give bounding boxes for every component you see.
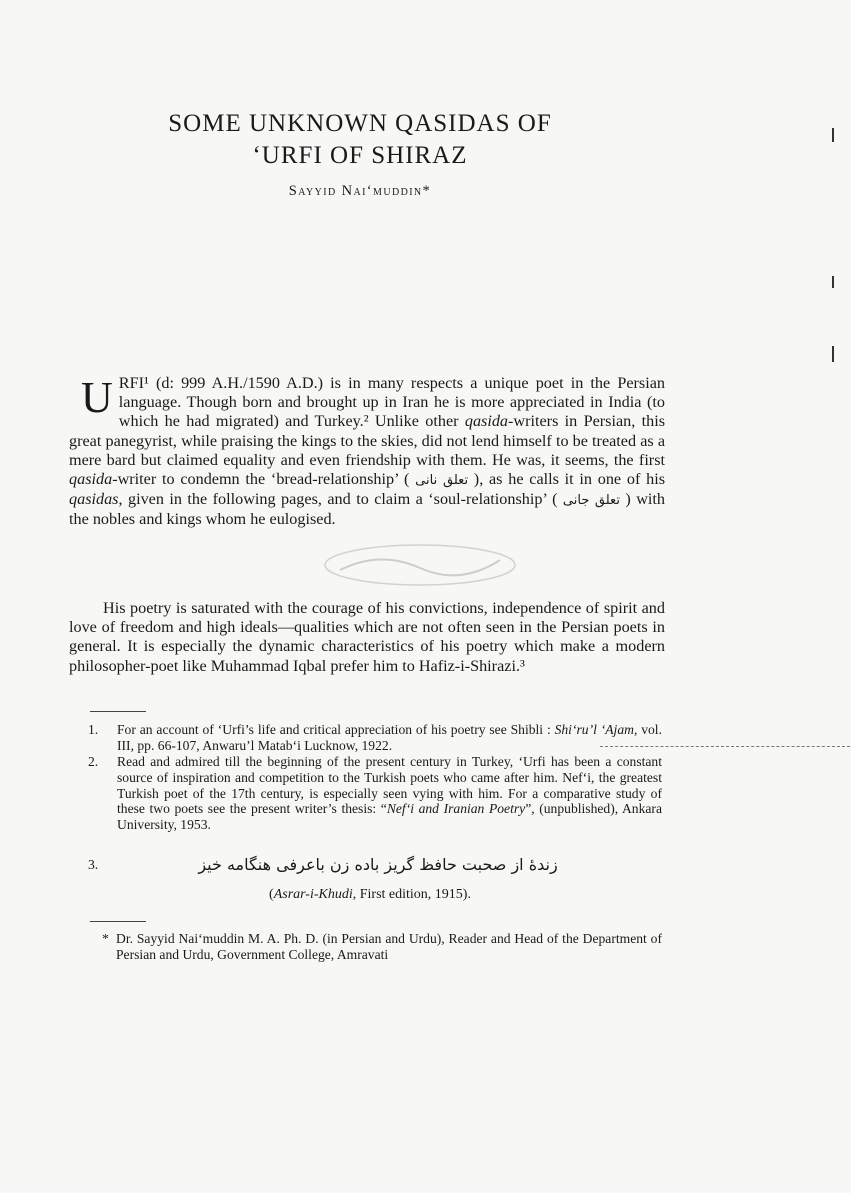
fn2-text-b: ”, (unpublished), Ankara University, 1953. <box>117 801 662 833</box>
persian-soul-relationship: تعلق جانی <box>562 493 620 509</box>
p1-text-a: RFI¹ (d: 999 A.H./1590 A.D.) is in many respects a unique poet in the Persian language. Though born and brought up in Iran he is more appreciated in India (to which he had migrated) and Turkey.² Unlike other <box>118 374 665 431</box>
author-note-mark: * <box>102 931 109 946</box>
p1-text-c: -writer to condemn the ‘bread-relationship’ ( <box>112 470 416 489</box>
footnote-1-number: 1. <box>88 722 99 737</box>
title-line-2: ‘URFI OF SHIRAZ <box>252 142 468 169</box>
footnote-1 <box>88 722 662 754</box>
footnote-3-citation <box>200 887 540 903</box>
author-note-text: Dr. Sayyid Nai‘muddin M. A. Ph. D. (in Persian and Urdu), Reader and Head of the Department of Persian and Urdu, Government College, Amravati <box>116 931 662 962</box>
footnote-rule <box>90 711 146 712</box>
fn2-em: Nef‘i and Iranian Poetry <box>386 801 526 817</box>
cite-open: ( <box>269 887 274 902</box>
scan-mark <box>832 346 834 362</box>
fn1-text-a: For an account of ‘Urfi’s life and critical appreciation of his poetry see Shibli : <box>117 722 555 737</box>
footnote-2-number: 2. <box>88 754 99 769</box>
footnote-2-text <box>117 754 662 833</box>
scan-mark <box>832 276 834 288</box>
fn1-text-b: , vol. III, pp. 66-107, Anwaru’l Matab‘i Lucknow, 1922. <box>117 722 662 753</box>
author-note-rule <box>90 921 146 922</box>
drop-cap: U <box>81 373 113 422</box>
scan-line <box>600 746 850 747</box>
p1-text-b: -writers in Persian, this great panegyrist, while praising the kings to the skies, did not lend himself to be treated as a mere bard but claimed equality and even friendship with them. He was, it seems, the first <box>69 412 665 469</box>
cite-title: Asrar-i-Khudi <box>273 887 353 902</box>
p1-text-e: , given in the following pages, and to claim a ‘soul-relationship’ ( <box>118 490 563 509</box>
p1-text-f: ) with the nobles and kings whom he eulogised. <box>69 490 665 529</box>
scan-mark <box>832 128 834 142</box>
paragraph-1 <box>69 374 665 530</box>
author-note <box>102 931 662 963</box>
article-title <box>150 108 570 172</box>
author-byline: Sayyid Nai‘muddin* <box>288 183 432 199</box>
footnote-1-text <box>117 722 662 754</box>
p1-em-c: qasidas <box>69 490 119 509</box>
fn1-em: Shi‘ru’l ‘Ajam <box>554 722 634 737</box>
p1-em-b: qasida <box>69 470 113 489</box>
p1-text-d: ), as he calls it in one of his <box>468 470 665 489</box>
fn2-text-a: Read and admired till the beginning of the present century in Turkey, ‘Urfi has been a constant source of inspiration and competition to the Turkish poets who came after him. Nef‘i, the greatest Turkish poet of the 17th century, is especially seen vying with him. For a comparative study of these two poets see the present writer’s thesis: “ <box>117 754 662 817</box>
p1-em-a: qasida <box>464 412 509 431</box>
footnote-3-number: 3. <box>88 857 99 872</box>
persian-bread-relationship: تعلق نانی <box>415 473 469 489</box>
title-line-1: SOME UNKNOWN QASIDAS OF <box>168 110 552 137</box>
paragraph-2: His poetry is saturated with the courage of his convictions, independence of spirit and love of freedom and high ideals—qualities which are not often seen in the Persian poets in general. It is especially the dynamic characteristics of his poetry which make a modern philosopher-poet like Muhammad Iqbal prefer him to Hafiz-i-Shirazi.³ <box>69 599 665 675</box>
cite-rest: , First edition, 1915). <box>352 887 471 902</box>
library-stamp-watermark <box>320 540 520 590</box>
persian-verse: زندهٔ از صحبت حافظ گریز باده زن باعرفی هنگامه خیز <box>198 855 558 874</box>
footnote-2 <box>88 754 662 833</box>
